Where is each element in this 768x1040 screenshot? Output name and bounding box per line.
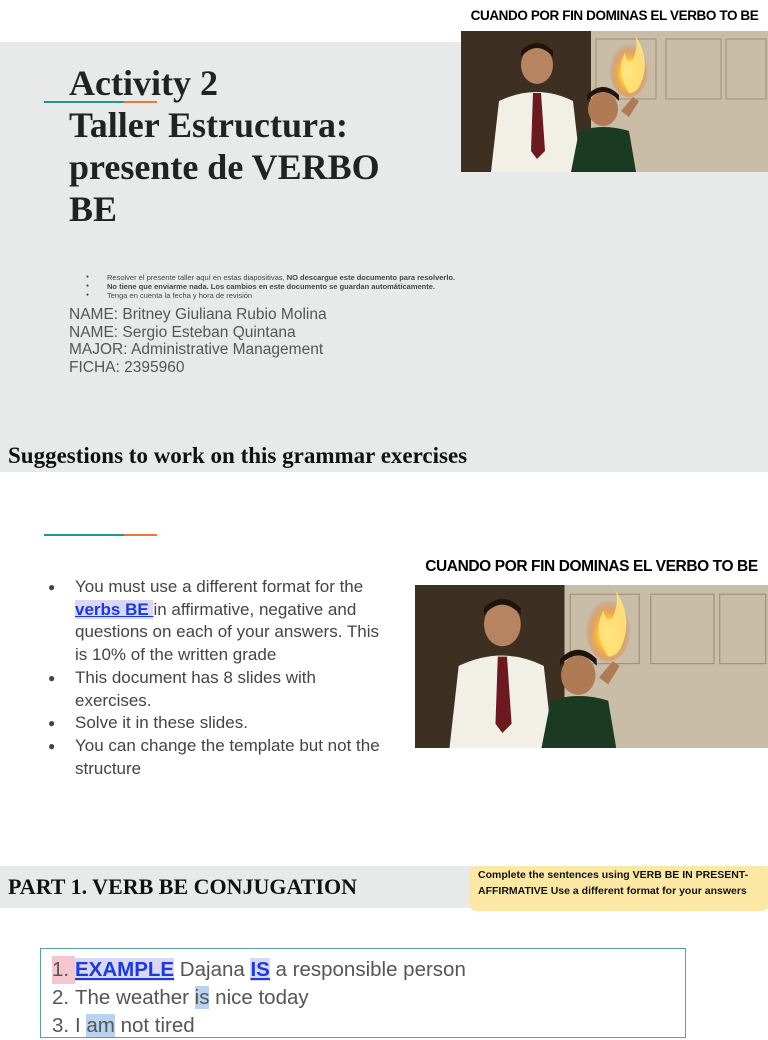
slide-2-title: Suggestions to work on this grammar exercises	[8, 443, 468, 468]
suggestion-item: ● Solve it in these slides.	[46, 712, 391, 735]
slide-2-accent-line	[44, 534, 157, 536]
suggestion-item: ● This document has 8 slides with exercises.	[46, 667, 391, 712]
suggestion-item: ● You can change the template but not the structure	[46, 735, 391, 780]
suggestions-list	[46, 576, 391, 780]
student-info	[69, 306, 327, 376]
meme-photo	[415, 585, 768, 748]
example-label: EXAMPLE	[75, 958, 175, 981]
student-major: MAJOR: Administrative Management	[69, 341, 324, 358]
instruction-note: Complete the sentences using VERB BE IN PRESENT- AFFIRMATIVE Use a different format for your answers	[470, 866, 768, 911]
verbs-be-link[interactable]: verbs BE	[75, 599, 154, 619]
meme-caption: CUANDO POR FIN DOMINAS EL VERBO TO BE	[415, 548, 768, 585]
answer-verb: IS	[250, 958, 270, 981]
exercise-item[interactable]: 1. EXAMPLE Dajana IS a responsible person	[52, 956, 466, 984]
exercise-list	[52, 956, 466, 1040]
student-name-1: NAME: Britney Giuliana Rubio Molina	[69, 306, 327, 323]
answer-verb: am	[86, 1014, 115, 1037]
instruction-item: ● Resolver el presente taller aquí en estas diapositivas, NO descargue este documento para resolverlo.	[86, 273, 506, 282]
instructions-list	[86, 273, 506, 300]
answer-verb: is	[194, 986, 210, 1009]
slide-1-title: Activity 2 Taller Estructura: presente de VERBO BE	[69, 63, 380, 229]
suggestion-item: ● You must use a different format for the verbs BE in affirmative, negative and questions on each of your answers. This is 10% of the written grade	[46, 576, 391, 667]
slide-3-title: PART 1. VERB BE CONJUGATION	[8, 874, 358, 899]
exercise-item[interactable]: 3. I am not tired	[52, 1014, 195, 1037]
meme-caption: CUANDO POR FIN DOMINAS EL VERBO TO BE	[461, 0, 768, 31]
meme-image-2	[415, 548, 768, 748]
instruction-item: ● Tenga en cuenta la fecha y hora de revisión	[86, 291, 506, 300]
instruction-item: ● No tiene que enviarme nada. Los cambios en este documento se guardan automáticamente.	[86, 282, 506, 291]
student-name-2: NAME: Sergio Esteban Quintana	[69, 323, 296, 341]
exercise-item[interactable]: 2. The weather is nice today	[52, 986, 309, 1009]
meme-image-1	[461, 0, 768, 172]
meme-photo	[461, 31, 768, 172]
student-ficha: FICHA: 2395960	[69, 358, 185, 376]
